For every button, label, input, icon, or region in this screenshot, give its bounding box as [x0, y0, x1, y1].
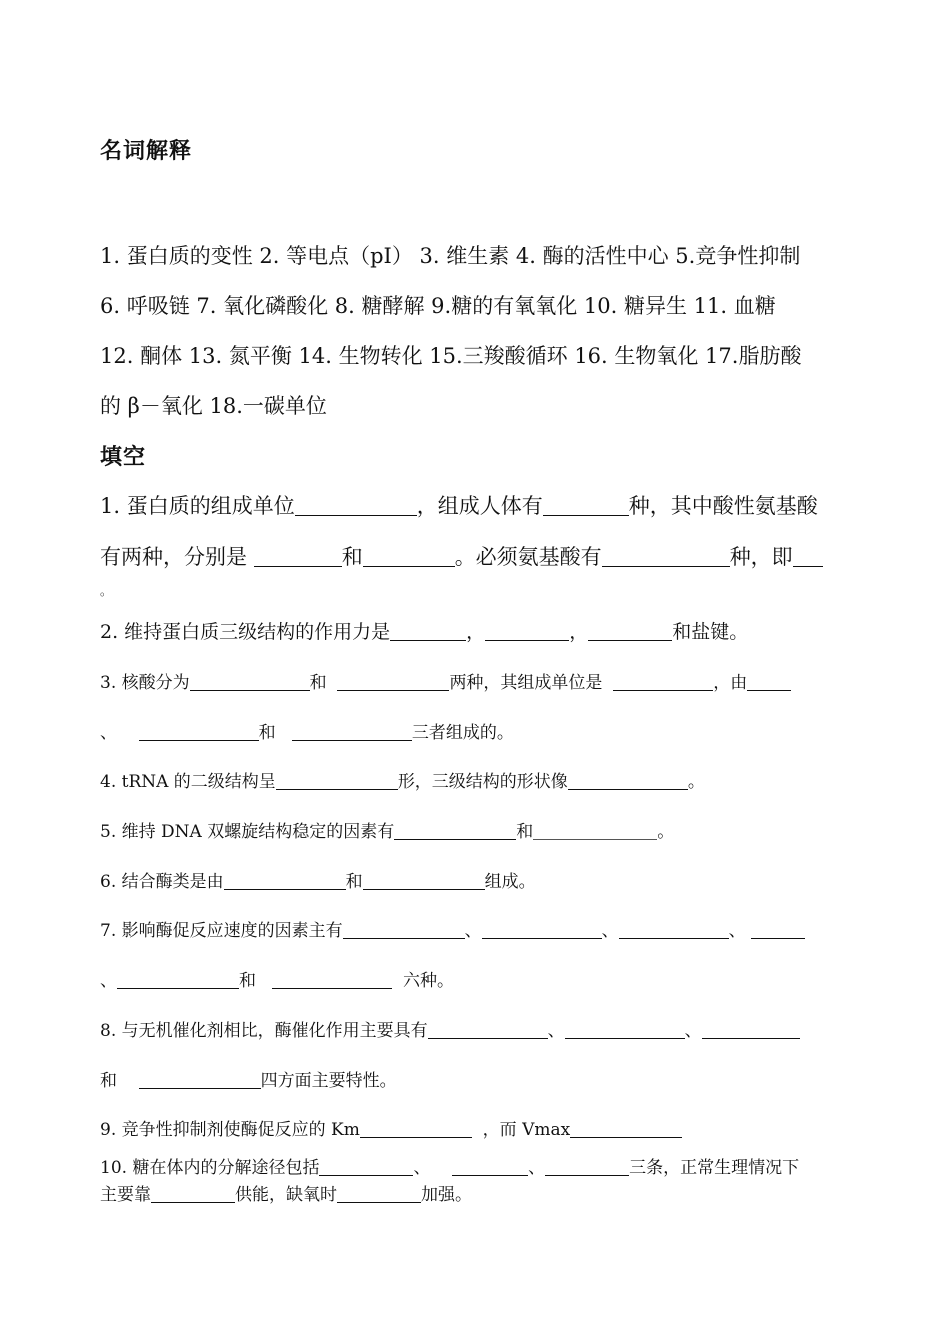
q1-text-c: 种，其中酸性氨基酸 [628, 494, 818, 518]
q3-blank-3[interactable] [613, 673, 713, 691]
terms-line-1: 1. 蛋白质的变性 2. 等电点（pI） 3. 维生素 4. 酶的活性中心 5.竞争性抑制 [100, 244, 801, 268]
q7-text-a: 7. 影响酶促反应速度的因素主有 [100, 921, 343, 941]
q1-text-f: 。必须氨基酸有 [454, 545, 602, 569]
q7-blank-6[interactable] [272, 971, 392, 989]
q7-blank-3[interactable] [619, 921, 729, 939]
q8-sep-2: 、 [684, 1021, 702, 1041]
terms-line-4: 的 β－氧化 18.一碳单位 [100, 394, 327, 418]
q4-text-b: 形，三级结构的形状像 [397, 772, 568, 792]
q10-blank-3[interactable] [545, 1158, 629, 1176]
q7-sep-1: 、 [464, 921, 482, 941]
q2-sep-1: ， [466, 621, 486, 643]
question-7-line-2 [100, 966, 835, 991]
q1-blank-2[interactable] [543, 494, 629, 516]
q1-blank-5[interactable] [602, 545, 730, 567]
q7-text-d: 六种。 [403, 971, 455, 991]
q3-blank-1[interactable] [190, 673, 310, 691]
q2-blank-2[interactable] [485, 621, 569, 641]
q4-blank-1[interactable] [276, 772, 398, 790]
q1-end-mark: 。 [100, 584, 113, 598]
q8-text-a: 8. 与无机催化剂相比，酶催化作用主要具有 [100, 1021, 428, 1041]
q3-text-g: 三者组成的。 [411, 723, 514, 743]
question-9 [100, 1115, 835, 1140]
q10-sep-1: 、 [413, 1158, 431, 1178]
q8-blank-2[interactable] [565, 1021, 685, 1039]
q2-sep-2: ， [569, 621, 589, 643]
q10-text-e: 加强。 [421, 1185, 472, 1205]
q4-text-c: 。 [687, 772, 705, 792]
q5-text-c: 。 [657, 822, 675, 842]
terms-line-2: 6. 呼吸链 7. 氧化磷酸化 8. 糖酵解 9.糖的有氧氧化 10. 糖异生 11. 血糖 [100, 294, 776, 318]
q1-blank-1[interactable] [295, 494, 417, 516]
q1-blank-6[interactable] [793, 545, 823, 567]
q10-blank-4[interactable] [151, 1185, 235, 1203]
q8-blank-1[interactable] [428, 1021, 548, 1039]
question-6 [100, 867, 835, 892]
q7-blank-1[interactable] [343, 921, 465, 939]
question-5 [100, 817, 835, 842]
q7-text-b: 、 [100, 971, 117, 991]
q8-sep-1: 、 [547, 1021, 565, 1041]
q5-blank-1[interactable] [394, 822, 516, 840]
q3-blank-4[interactable] [747, 673, 791, 691]
q9-text-a: 9. 竞争性抑制剂使酶促反应的 Km [100, 1120, 360, 1140]
q1-blank-4[interactable] [363, 545, 455, 567]
q5-text-b: 和 [516, 822, 534, 842]
q5-blank-2[interactable] [533, 822, 657, 840]
q10-sep-2: 、 [528, 1158, 546, 1178]
q4-blank-2[interactable] [568, 772, 688, 790]
section-heading-fill: 填空 [100, 445, 147, 470]
q3-text-f: 和 [258, 723, 276, 743]
q2-blank-3[interactable] [588, 621, 672, 641]
q8-blank-3[interactable] [702, 1021, 800, 1039]
question-7-line-1 [100, 916, 835, 941]
q6-text-c: 组成。 [484, 872, 536, 892]
q7-blank-4[interactable] [751, 921, 805, 939]
q10-blank-2[interactable] [452, 1158, 528, 1176]
q1-text-g: 种，即 [729, 545, 793, 569]
section-heading-terms: 名词解释 [100, 139, 193, 164]
question-2 [100, 617, 835, 644]
question-1-line-1 [100, 490, 835, 520]
q4-text-a: 4. tRNA 的二级结构呈 [100, 772, 276, 792]
q9-blank-1[interactable] [360, 1120, 472, 1138]
q2-text-b: 和盐键。 [672, 621, 749, 643]
q10-text-b: 三条，正常生理情况下 [629, 1158, 800, 1178]
q3-text-e: 、 [100, 723, 117, 743]
q3-blank-5[interactable] [139, 723, 259, 741]
q9-text-b: ，而 Vmax [482, 1120, 571, 1140]
q7-sep-2: 、 [601, 921, 619, 941]
q6-blank-1[interactable] [224, 872, 346, 890]
q9-blank-2[interactable] [570, 1120, 682, 1138]
q1-text-e: 和 [341, 545, 363, 569]
q7-text-c: 和 [239, 971, 256, 991]
question-10-line-1 [100, 1153, 835, 1178]
question-4 [100, 767, 835, 792]
q7-blank-2[interactable] [482, 921, 602, 939]
q7-sep-3: 、 [728, 921, 746, 941]
terms-line-3: 12. 酮体 13. 氮平衡 14. 生物转化 15.三羧酸循环 16. 生物氧化 17.脂肪酸 [100, 344, 802, 368]
q8-blank-4[interactable] [139, 1071, 261, 1089]
q10-text-c: 主要靠 [100, 1185, 151, 1205]
q2-blank-1[interactable] [390, 621, 466, 641]
q3-blank-6[interactable] [292, 723, 412, 741]
q1-text-a: 1. 蛋白质的组成单位 [100, 494, 295, 518]
q10-text-d: 供能，缺氧时 [235, 1185, 337, 1205]
q10-text-a: 10. 糖在体内的分解途径包括 [100, 1158, 320, 1178]
q8-text-c: 四方面主要特性。 [260, 1071, 397, 1091]
question-8-line-2 [100, 1066, 835, 1091]
question-10-line-2 [100, 1180, 835, 1205]
q7-blank-5[interactable] [117, 971, 239, 989]
q1-blank-3[interactable] [254, 545, 342, 567]
q3-blank-2[interactable] [337, 673, 449, 691]
q10-blank-5[interactable] [337, 1185, 421, 1203]
q8-text-b: 和 [100, 1071, 117, 1091]
q3-text-b: 和 [309, 673, 327, 693]
question-3-line-2 [100, 718, 835, 743]
q3-text-d: ，由 [713, 673, 748, 693]
q2-text-a: 2. 维持蛋白质三级结构的作用力是 [100, 621, 391, 643]
q1-text-b: ，组成人体有 [416, 494, 543, 518]
q3-text-c: 两种，其组成单位是 [449, 673, 603, 693]
q3-text-a: 3. 核酸分为 [100, 673, 190, 693]
q5-text-a: 5. 维持 DNA 双螺旋结构稳定的因素有 [100, 822, 395, 842]
q10-blank-1[interactable] [319, 1158, 413, 1176]
question-8-line-1 [100, 1016, 835, 1041]
question-1-line-2 [100, 541, 835, 571]
q6-text-b: 和 [345, 872, 363, 892]
question-3-line-1 [100, 668, 835, 693]
q6-blank-2[interactable] [363, 872, 485, 890]
q6-text-a: 6. 结合酶类是由 [100, 872, 224, 892]
q1-text-d: 有两种，分别是 [100, 545, 247, 569]
